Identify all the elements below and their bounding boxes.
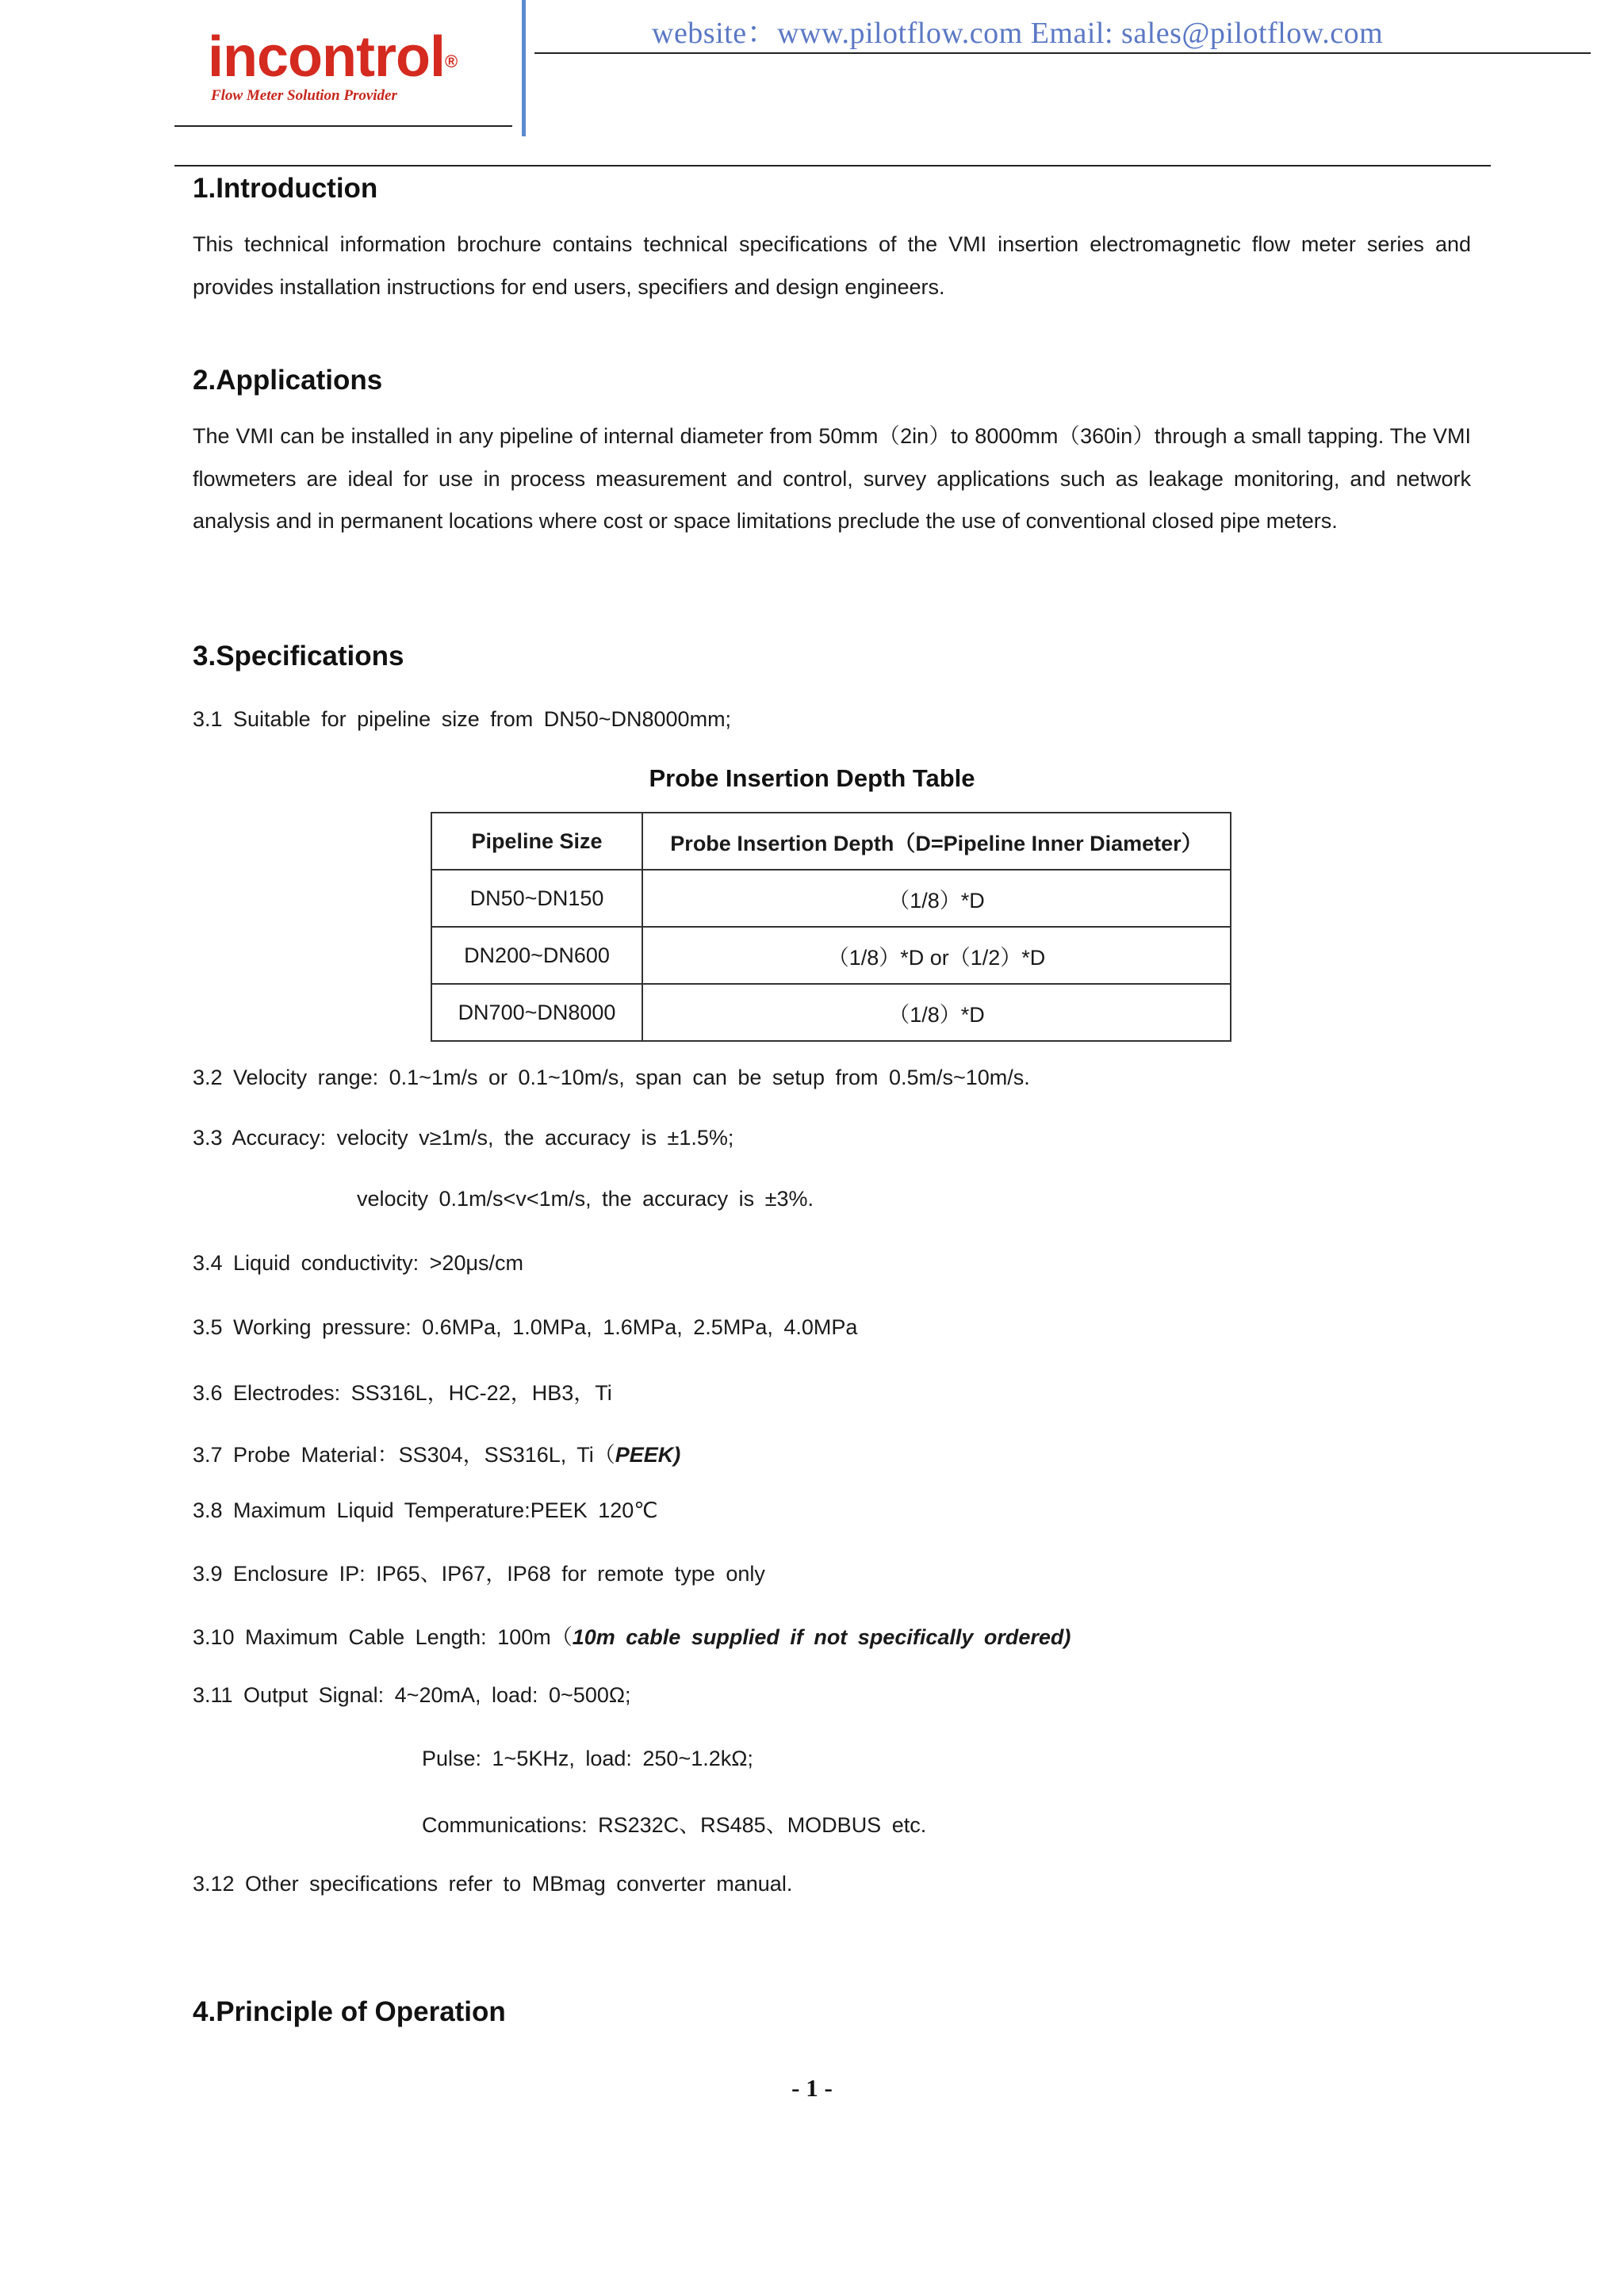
table-cell-insertion-depth: （1/8）*D or（1/2）*D: [642, 927, 1231, 984]
spec-3-7-text: 3.7 Probe Material：SS304，SS316L, Ti（: [193, 1443, 615, 1467]
section-title-specifications: 3.Specifications: [193, 641, 404, 672]
spec-3-9: 3.9 Enclosure IP: IP65、IP67，IP68 for remote type only: [193, 1562, 765, 1586]
spec-3-8: 3.8 Maximum Liquid Temperature:PEEK 120℃: [193, 1498, 658, 1522]
table-row: [431, 927, 1231, 984]
spec-3-4: 3.4 Liquid conductivity: >20μs/cm: [193, 1251, 524, 1275]
spec-3-12: 3.12 Other specifications refer to MBmag converter manual.: [193, 1872, 793, 1896]
spec-3-2: 3.2 Velocity range: 0.1~1m/s or 0.1~10m/s, span can be setup from 0.5m/s~10m/s.: [193, 1066, 1030, 1089]
table-cell-pipeline-size: DN700~DN8000: [431, 984, 642, 1041]
probe-table-title: Probe Insertion Depth Table: [649, 764, 975, 792]
table-cell-insertion-depth: （1/8）*D: [642, 984, 1231, 1041]
spec-3-10: [193, 1620, 1071, 1651]
header-contact-info: website：www.pilotflow.com Email: sales@pilotflow.com: [652, 17, 1384, 50]
page-number: - 1 -: [791, 2074, 833, 2102]
spec-3-11-communications: Communications: RS232C、RS485、MODBUS etc.: [422, 1813, 927, 1837]
spec-3-11-pulse: Pulse: 1~5KHz, load: 250~1.2kΩ;: [422, 1747, 753, 1770]
logo-wordmark: [208, 25, 493, 89]
table-row: [431, 870, 1231, 927]
spec-3-7-italic: PEEK): [615, 1443, 681, 1467]
table-row: [431, 984, 1231, 1041]
section-title-introduction: 1.Introduction: [193, 173, 378, 204]
header-page-rule: [174, 165, 1491, 166]
table-cell-insertion-depth: （1/8）*D: [642, 870, 1231, 927]
spec-3-10-italic: 10m cable supplied if not specifically ordered): [572, 1625, 1071, 1649]
logo-text: incontrol: [208, 25, 445, 89]
probe-insertion-depth-table: [431, 812, 1231, 1042]
section-title-principle-of-operation: 4.Principle of Operation: [193, 1996, 506, 2027]
table-header-pipeline-size: Pipeline Size: [431, 813, 642, 870]
introduction-paragraph: This technical information brochure contains technical specifications of the VMI insertion electromagnetic flow meter series and provides installation instructions for end users, specifiers and design engineers.: [193, 232, 1471, 299]
spec-3-6: 3.6 Electrodes: SS316L，HC-22，HB3，Ti: [193, 1381, 612, 1405]
logo-tagline: Flow Meter Solution Provider: [211, 87, 397, 104]
table-header-insertion-depth: Probe Insertion Depth（D=Pipeline Inner Diameter）: [642, 813, 1231, 870]
spec-3-11: 3.11 Output Signal: 4~20mA, load: 0~500Ω;: [193, 1683, 631, 1707]
spec-3-1: 3.1 Suitable for pipeline size from DN50~DN8000mm;: [193, 707, 732, 731]
table-cell-pipeline-size: DN50~DN150: [431, 870, 642, 927]
spec-3-3-continued: velocity 0.1m/s<v<1m/s, the accuracy is ±3%.: [357, 1187, 814, 1211]
header-logo-underline: [174, 125, 512, 127]
applications-paragraph: The VMI can be installed in any pipeline of internal diameter from 50mm（2in）to 8000mm（360in）through a small tapping. The VMI flowmeters are ideal for use in process measurement and control, survey applications such as leakage monitoring, and network analysis and in permanent locations where cost or space limitations preclude the use of conventional closed pipe meters.: [193, 424, 1471, 533]
header-contact-underline: [534, 52, 1591, 54]
header-vertical-divider: [522, 0, 526, 136]
registered-mark: ®: [444, 52, 458, 71]
section-title-applications: 2.Applications: [193, 365, 383, 396]
spec-3-10-text: 3.10 Maximum Cable Length: 100m（: [193, 1625, 573, 1649]
company-logo: [208, 25, 493, 105]
spec-3-3: 3.3 Accuracy: velocity v≥1m/s, the accuracy is ±1.5%;: [193, 1126, 734, 1150]
spec-3-5: 3.5 Working pressure: 0.6MPa, 1.0MPa, 1.6MPa, 2.5MPa, 4.0MPa: [193, 1315, 858, 1339]
table-header-row: [431, 813, 1231, 870]
table-cell-pipeline-size: DN200~DN600: [431, 927, 642, 984]
spec-3-7: [193, 1437, 680, 1468]
